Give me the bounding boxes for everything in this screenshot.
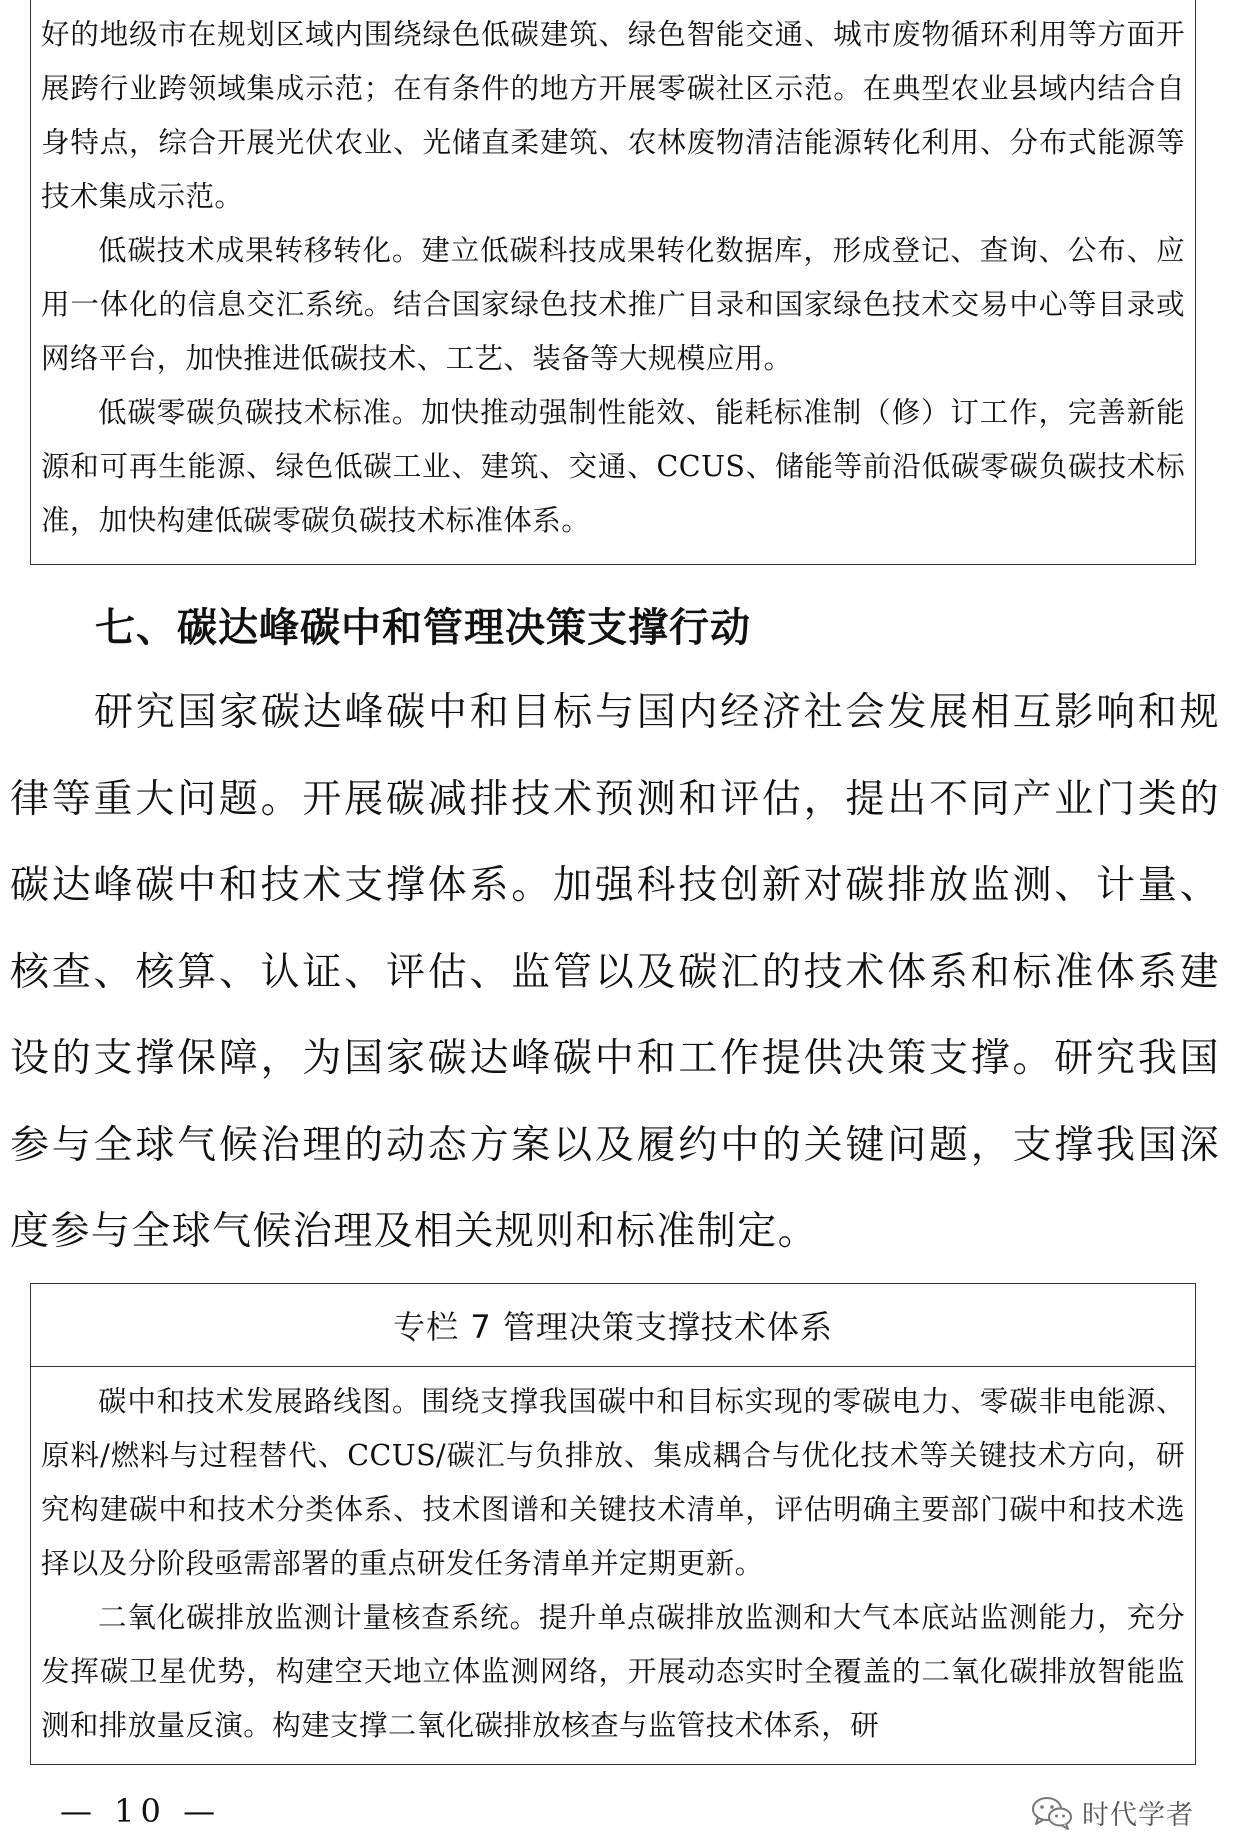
- box2-paragraph-1: 碳中和技术发展路线图。围绕支撑我国碳中和目标实现的零碳电力、零碳非电能源、原料/燃料与过程替代、CCUS/碳汇与负排放、集成耦合与优化技术等关键技术方向，研究构建碳中和技术分类体系、技术图谱和关键技术清单，评估明确主要部门碳中和技术选择以及分阶段亟需部署的重点研发任务清单并定期更新。: [41, 1385, 1185, 1580]
- section-body-paragraph: 研究国家碳达峰碳中和目标与国内经济社会发展相互影响和规律等重大问题。开展碳减排技术预测和评估，提出不同产业门类的碳达峰碳中和技术支撑体系。加强科技创新对碳排放监测、计量、核查、核算、认证、评估、监管以及碳汇的技术体系和标准体系建设的支撑保障，为国家碳达峰碳中和工作提供决策支撑。研究我国参与全球气候治理的动态方案以及履约中的关键问题，支撑我国深度参与全球气候治理及相关规则和标准制定。: [10, 690, 1220, 1254]
- wechat-icon: [1030, 1795, 1074, 1831]
- column-box-7: [30, 1283, 1196, 1765]
- page-number: — 10 —: [60, 1792, 222, 1830]
- column-box-continued: [30, 0, 1196, 565]
- watermark-text: 时代学者: [1082, 1800, 1194, 1831]
- watermark: [1030, 1793, 1194, 1832]
- box1-paragraph-3: 低碳零碳负碳技术标准。加快推动强制性能效、能耗标准制（修）订工作，完善新能源和可再生能源、绿色低碳工业、建筑、交通、CCUS、储能等前沿低碳零碳负碳技术标准，加快构建低碳零碳负碳技术标准体系。: [41, 396, 1185, 537]
- box1-paragraph-2: 低碳技术成果转移转化。建立低碳科技成果转化数据库，形成登记、查询、公布、应用一体化的信息交汇系统。结合国家绿色技术推广目录和国家绿色技术交易中心等目录或网络平台，加快推进低碳技术、工艺、装备等大规模应用。: [41, 234, 1185, 375]
- section-heading: 七、碳达峰碳中和管理决策支撑行动: [95, 605, 751, 651]
- box2-title: 专栏 7 管理决策支撑技术体系: [393, 1308, 833, 1346]
- box2-paragraph-2: 二氧化碳排放监测计量核查系统。提升单点碳排放监测和大气本底站监测能力，充分发挥碳卫星优势，构建空天地立体监测网络，开展动态实时全覆盖的二氧化碳排放智能监测和排放量反演。构建支撑二氧化碳排放核查与监管技术体系，研: [41, 1601, 1185, 1742]
- box2-body: [31, 1367, 1195, 1753]
- box2-title-row: [31, 1284, 1195, 1367]
- box1-paragraph-1: 好的地级市在规划区域内围绕绿色低碳建筑、绿色智能交通、城市废物循环利用等方面开展跨行业跨领域集成示范；在有条件的地方开展零碳社区示范。在典型农业县域内结合自身特点，综合开展光伏农业、光储直柔建筑、农林废物清洁能源转化利用、分布式能源等技术集成示范。: [41, 18, 1185, 213]
